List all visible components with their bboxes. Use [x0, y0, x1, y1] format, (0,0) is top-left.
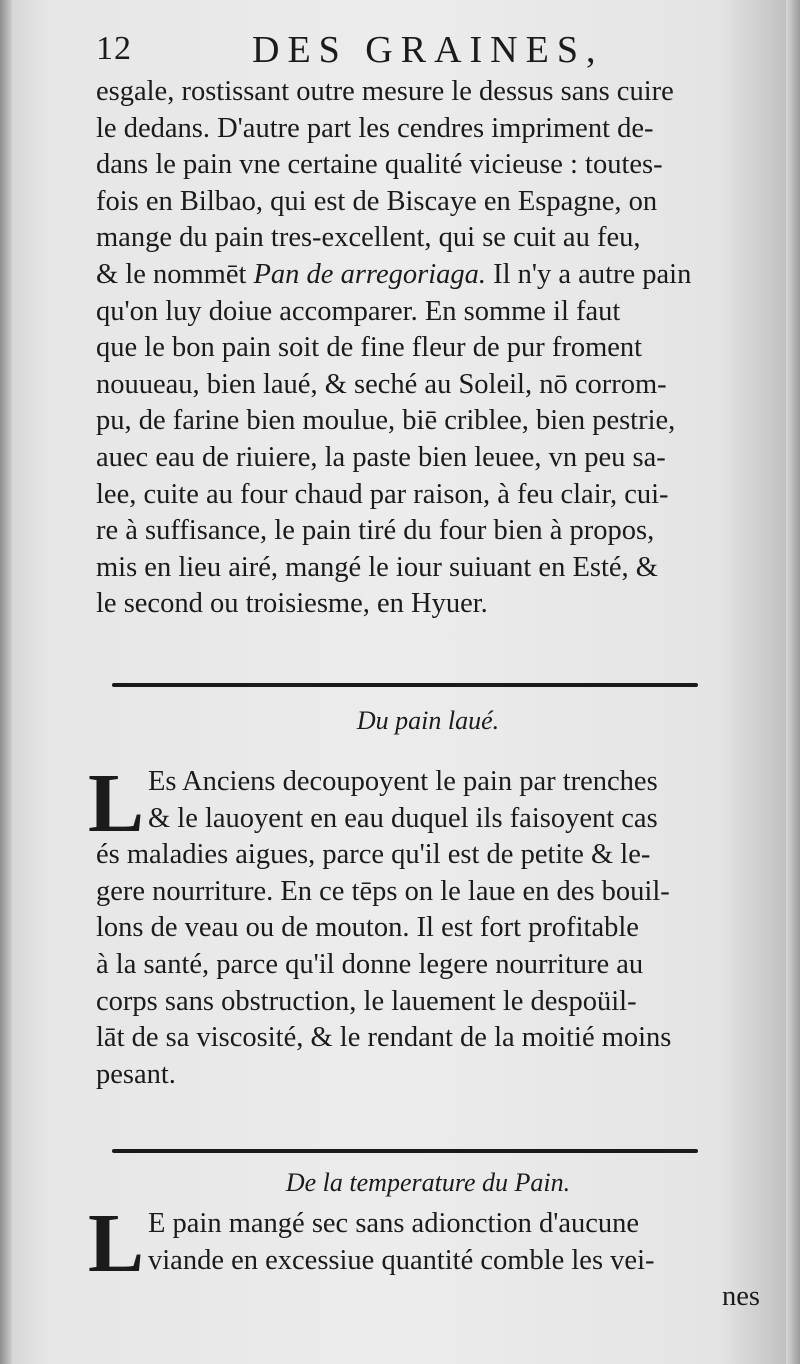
text-line: fois en Bilbao, qui est de Biscaye en Espagne, on	[96, 185, 658, 217]
intro-paragraph	[96, 74, 760, 623]
section-divider	[112, 1149, 698, 1153]
text-segment: & le nommēt	[96, 258, 247, 290]
text-line: auec eau de riuiere, la paste bien leuee, vn peu sa-	[96, 441, 666, 473]
temperature-paragraph	[96, 1206, 760, 1316]
text-line: pesant.	[96, 1058, 176, 1090]
text-line: nouueau, bien laué, & seché au Soleil, nō corrom-	[96, 368, 667, 400]
text-line: Es Anciens decoupoyent le pain par trenches	[148, 766, 658, 797]
section-divider	[112, 683, 698, 687]
text-line: corps sans obstruction, le lauement le despoüil-	[96, 985, 637, 1017]
section-heading-temperature: De la temperature du Pain.	[285, 1168, 571, 1197]
page-number: 12	[96, 30, 132, 67]
text-line: que le bon pain soit de fine fleur de pur froment	[96, 332, 643, 364]
text-line: pu, de farine bien moulue, biē criblee, bien pestrie,	[96, 405, 676, 437]
pain-laue-paragraph	[96, 764, 760, 1093]
running-head	[96, 22, 760, 72]
text-line: à la santé, parce qu'il donne legere nourriture au	[96, 948, 644, 980]
text-line: lons de veau ou de mouton. Il est fort profitable	[96, 912, 639, 944]
text-line-mixed	[96, 257, 760, 294]
text-line: re à suffisance, le pain tiré du four bien à propos,	[96, 515, 655, 547]
text-line: viande en excessiue quantité comble les vei-	[148, 1244, 655, 1276]
text-line: lāt de sa viscosité, & le rendant de la moitié moins	[96, 1022, 672, 1054]
text-line: & le lauoyent en eau duquel ils faisoyent cas	[148, 802, 658, 834]
italic-bread-name: Pan de arregoriaga.	[253, 258, 486, 290]
text-line: mis en lieu airé, mangé le iour suiuant en Esté, &	[96, 551, 658, 583]
text-segment: Il n'y a autre pain	[493, 258, 692, 290]
text-line: mange du pain tres-excellent, qui se cuit au feu,	[96, 222, 641, 254]
text-line: esgale, rostissant outre mesure le dessus sans cuire	[96, 76, 674, 107]
running-title: DES GRAINES,	[252, 29, 604, 71]
page-left-edge	[0, 0, 12, 1364]
text-line: gere nourriture. En ce tēps on le laue en des bouil-	[96, 875, 670, 907]
text-line: és maladies aigues, parce qu'il est de petite & le-	[96, 839, 651, 871]
text-line: qu'on luy doiue accomparer. En somme il faut	[96, 295, 621, 327]
drop-cap: L	[88, 757, 145, 850]
text-line: E pain mangé sec sans adionction d'aucune	[148, 1208, 640, 1239]
text-line: le dedans. D'autre part les cendres impriment de-	[96, 112, 654, 144]
catchword: nes	[722, 1281, 760, 1313]
drop-cap: L	[88, 1197, 145, 1290]
text-line: lee, cuite au four chaud par raison, à feu clair, cui-	[96, 478, 669, 510]
text-line: dans le pain vne certaine qualité vicieuse : toutes-	[96, 149, 663, 181]
section-heading-pain-laue: Du pain laué.	[356, 706, 500, 735]
page-right-edge	[786, 0, 800, 1364]
text-line: le second ou troisiesme, en Hyuer.	[96, 588, 488, 620]
